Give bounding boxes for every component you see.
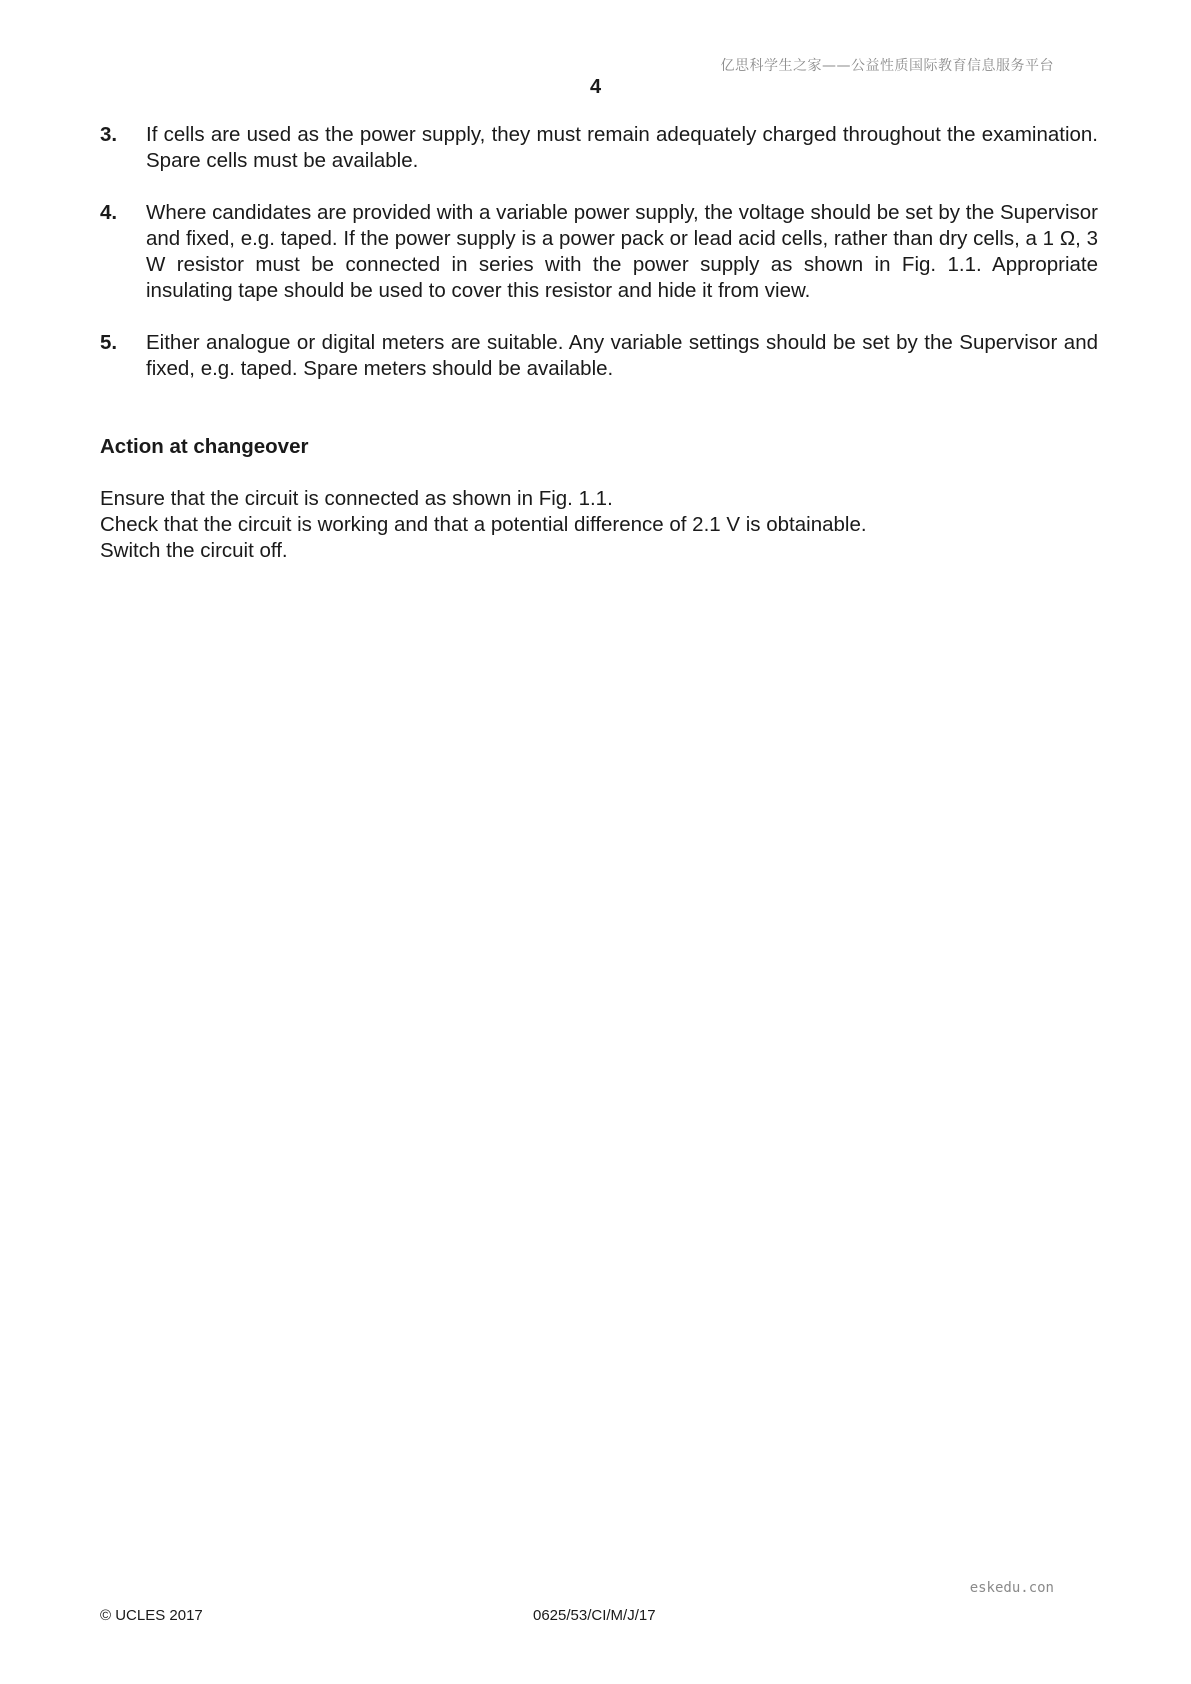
item-number: 5.	[100, 331, 118, 354]
item-text: Either analogue or digital meters are suitable. Any variable settings should be set by the Supervisor and fixed, e.g. taped. Spare meters should be available.	[146, 331, 1098, 380]
item-number: 3.	[100, 123, 118, 146]
section-heading: Action at changeover	[100, 435, 309, 458]
instruction-line: Ensure that the circuit is connected as shown in Fig. 1.1.	[100, 487, 613, 510]
item-number: 4.	[100, 201, 118, 224]
numbered-item-3	[100, 122, 1098, 174]
instruction-line: Switch the circuit off.	[100, 539, 288, 562]
header-watermark: 亿思科学生之家——公益性质国际教育信息服务平台	[720, 58, 1054, 74]
numbered-item-5	[100, 330, 1098, 382]
instruction-line: Check that the circuit is working and that a potential difference of 2.1 V is obtainable.	[100, 513, 867, 536]
footer-watermark: eskedu.con	[969, 1580, 1054, 1596]
document-code: 0625/53/CI/M/J/17	[533, 1607, 656, 1624]
document-body	[100, 122, 1098, 564]
item-text: If cells are used as the power supply, they must remain adequately charged throughout the examination. Spare cells must be available.	[146, 123, 1098, 172]
numbered-item-4	[100, 200, 1098, 304]
copyright: © UCLES 2017	[100, 1607, 203, 1624]
page-number: 4	[589, 76, 602, 98]
changeover-instructions	[100, 486, 1098, 564]
item-text: Where candidates are provided with a variable power supply, the voltage should be set by the Supervisor and fixed, e.g. taped. If the power supply is a power pack or lead acid cells, rather than dry cells, a 1 Ω, 3 W resistor must be connected in series with the power supply as shown in Fig. 1.1. Appropriate insulating tape should be used to cover this resistor and hide it from view.	[146, 201, 1098, 302]
